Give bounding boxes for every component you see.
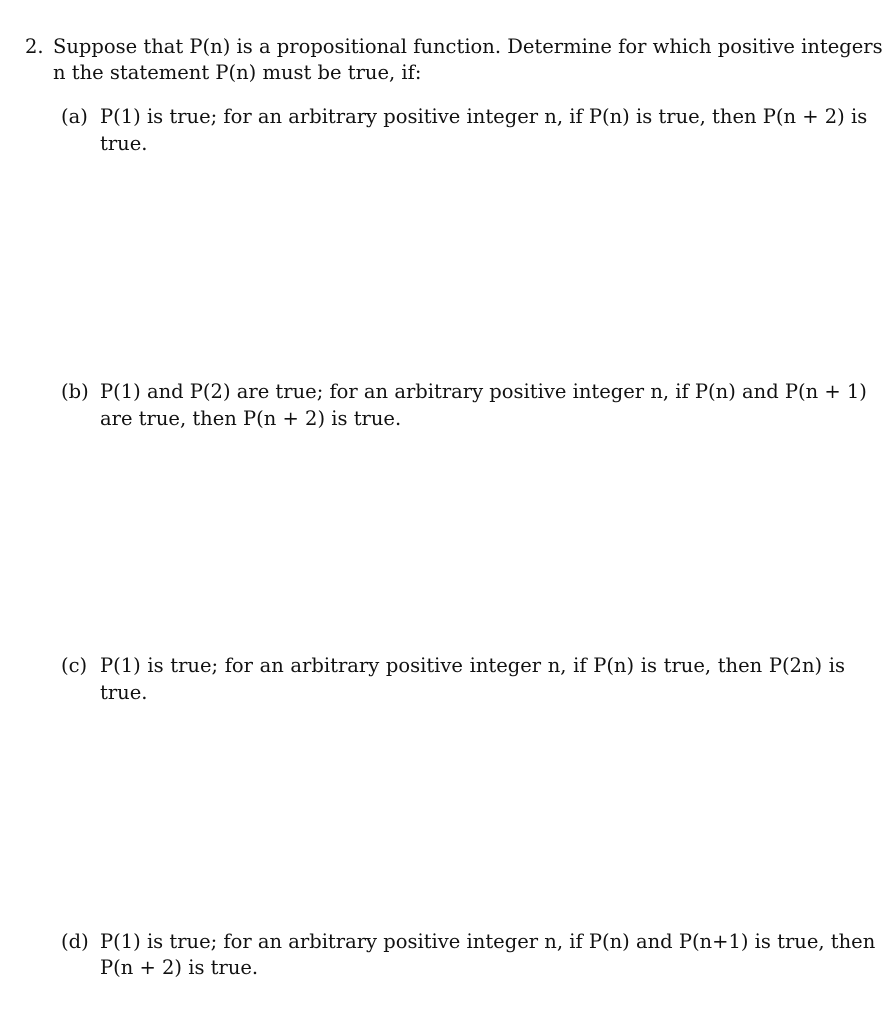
part-c-label: (c) (61, 654, 88, 677)
part-d-label: (d) (61, 930, 89, 953)
part-c-line-1 (100, 656, 845, 676)
part-a-line-1 (100, 105, 868, 128)
part-b-text-1: P(1) and P(2) are true; for an arbitrary positive integer n, if P(n) and P(n + 1) (100, 380, 867, 403)
part-d-line-2: P(n + 2) is true. (100, 956, 259, 979)
part-a-text-1: P(1) is true; for an arbitrary positive integer n, if P(n) is true, then P(n + 2) is (100, 105, 868, 128)
part-c-line-2: true. (100, 681, 148, 704)
part-b-line-2: are true, then P(n + 2) is true. (100, 407, 402, 430)
problem-intro-line-1 (53, 35, 883, 58)
part-d-line-1 (100, 930, 876, 953)
problem-intro-line-2: n the statement P(n) must be true, if: (53, 61, 422, 84)
part-a-label: (a) (61, 105, 88, 128)
part-b-line-1 (100, 380, 867, 403)
part-b-label: (b) (61, 380, 89, 403)
part-d-text-1: P(1) is true; for an arbitrary positive integer n, if P(n) and P(n+1) is true, then (100, 930, 876, 953)
problem-number: 2. (25, 35, 44, 58)
part-c-text-1: P(1) is true; for an arbitrary positive integer n, if P(n) is true, then P(2n) is (100, 654, 845, 677)
part-a-line-2: true. (100, 132, 148, 155)
problem-intro-text-1: Suppose that P(n) is a propositional function. Determine for which positive integers (53, 35, 883, 58)
